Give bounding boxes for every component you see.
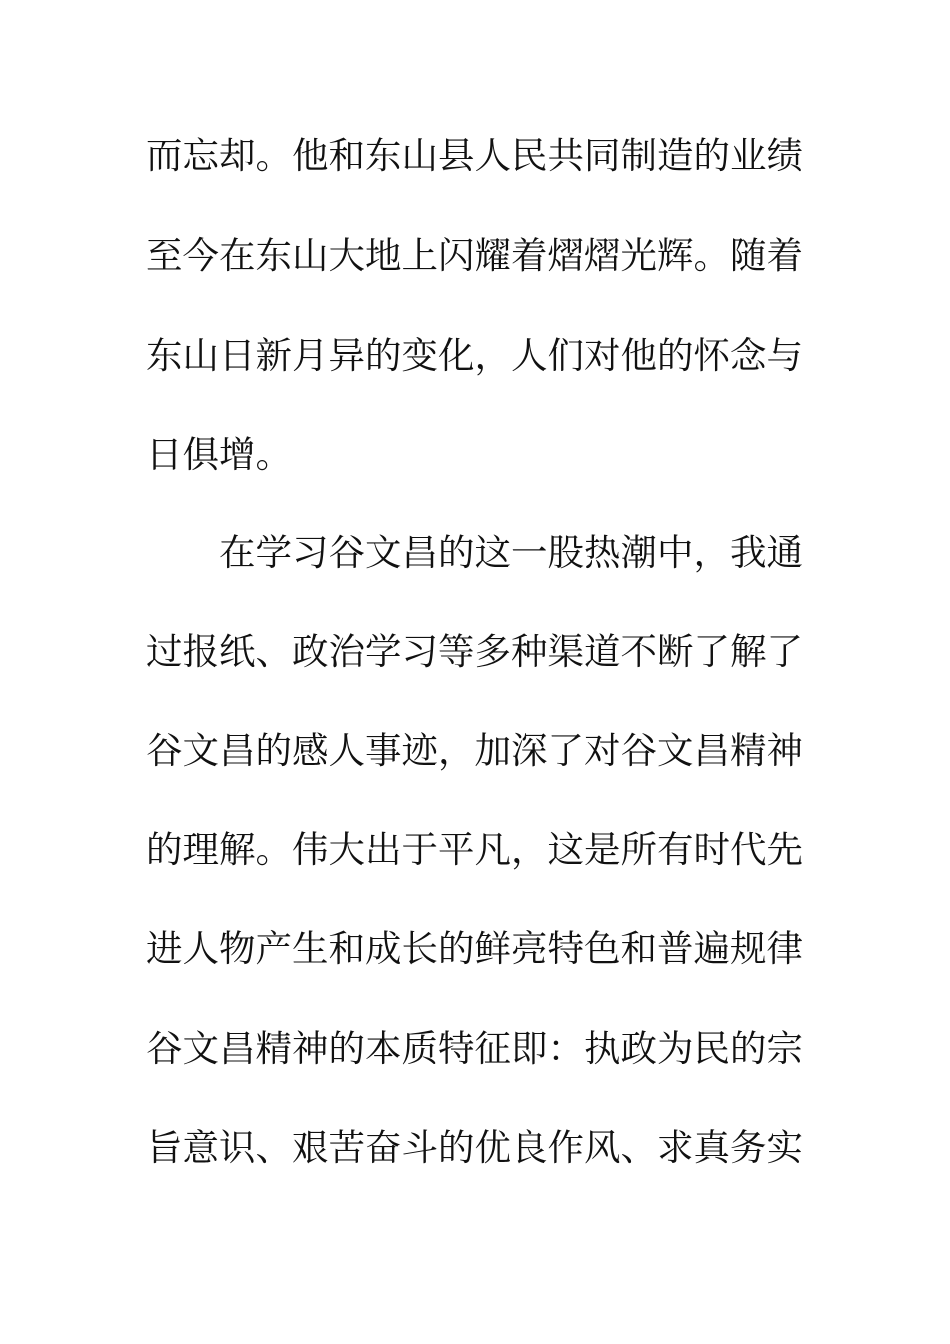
text-line: 过报纸、政治学习等多种渠道不断了解了	[146, 630, 803, 673]
text-line: 谷文昌精神的本质特征即：执政为民的宗	[146, 1027, 803, 1070]
text-line: 进人物产生和成长的鲜亮特色和普遍规律	[146, 927, 803, 970]
paragraph-first-line: 在学习谷文昌的这一股热潮中，我通	[219, 531, 803, 574]
text-line: 日俱增。	[146, 433, 292, 476]
text-line: 至今在东山大地上闪耀着熠熠光辉。随着	[146, 234, 803, 277]
text-line: 东山日新月异的变化，人们对他的怀念与	[146, 334, 803, 377]
text-line: 而忘却。他和东山县人民共同制造的业绩	[146, 134, 803, 177]
text-line: 谷文昌的感人事迹，加深了对谷文昌精神	[146, 729, 803, 772]
text-line: 的理解。伟大出于平凡，这是所有时代先	[146, 828, 803, 871]
text-line: 旨意识、艰苦奋斗的优良作风、求真务实	[146, 1126, 803, 1169]
